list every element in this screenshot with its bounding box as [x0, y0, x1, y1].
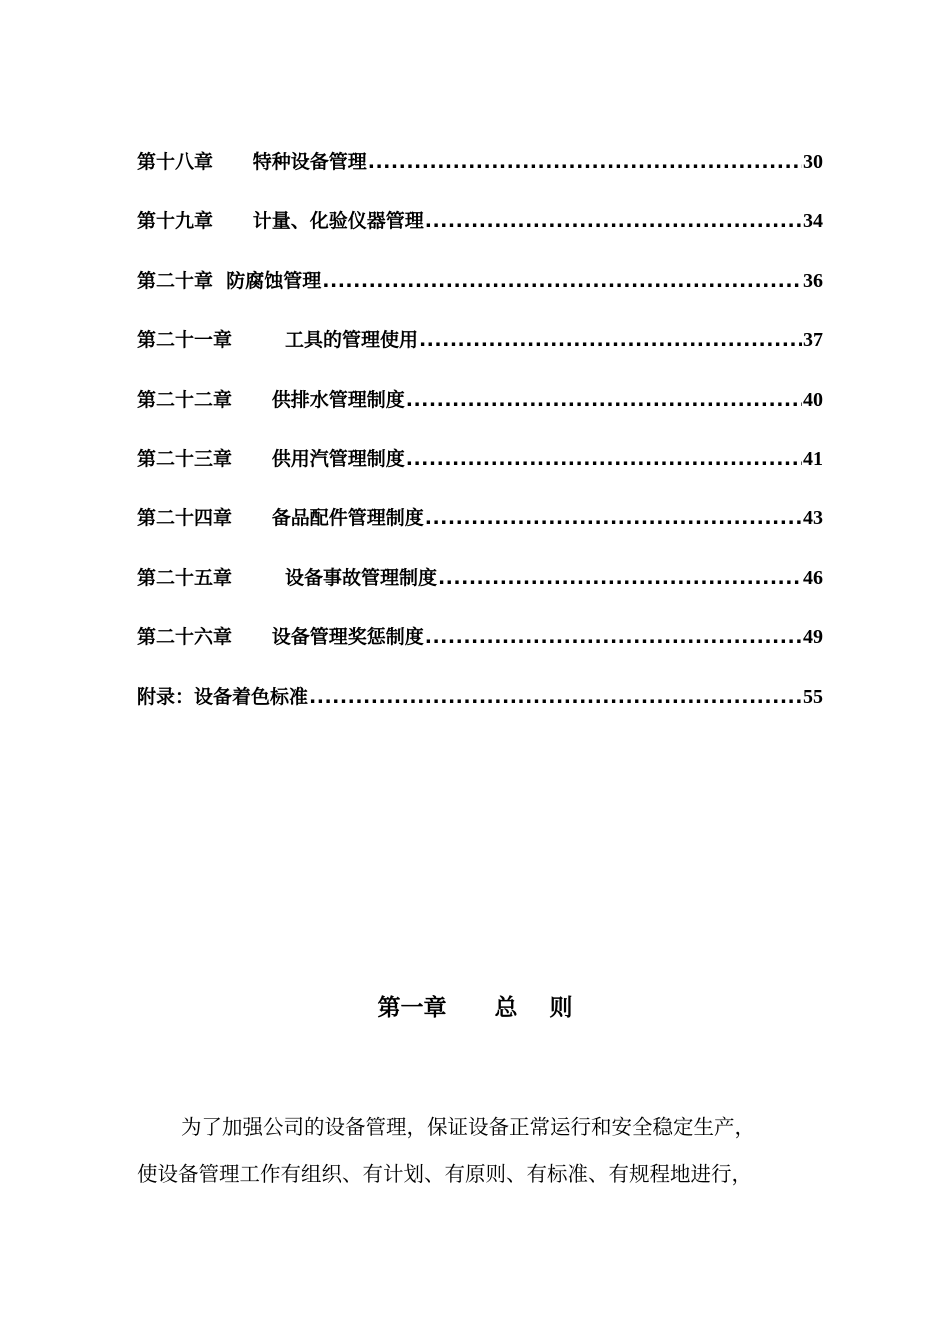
toc-dot-leader: [406, 380, 802, 420]
toc-page-number: 41: [803, 447, 823, 470]
toc-chapter-title: 设备管理奖惩制度: [271, 626, 424, 649]
toc-entry[interactable]: [137, 617, 823, 676]
toc-entry[interactable]: [137, 439, 823, 498]
toc-page-number: 43: [803, 507, 823, 530]
toc-chapter-number: 第二十六章: [137, 626, 233, 649]
toc-chapter-number: 第十九章: [137, 210, 214, 233]
toc-gap: [232, 617, 272, 657]
toc-chapter-title: 防腐蚀管理: [226, 269, 322, 292]
toc-entry[interactable]: [137, 320, 823, 379]
toc-dot-leader: [419, 320, 802, 360]
table-of-contents: [137, 142, 823, 736]
toc-chapter-title: 设备事故管理制度: [284, 566, 437, 589]
toc-entry[interactable]: [137, 677, 823, 736]
body-line: 使设备管理工作有组织、有计划、有原则、有标准、有规程地进行，: [137, 1162, 752, 1186]
toc-gap: [232, 439, 272, 479]
toc-gap: [213, 261, 226, 301]
toc-chapter-number: 第二十五章: [137, 566, 233, 589]
toc-chapter-title: 设备着色标准: [194, 685, 309, 708]
toc-dot-leader: [368, 142, 802, 182]
toc-dot-leader: [438, 558, 802, 598]
toc-dot-leader: [406, 439, 802, 479]
toc-entry[interactable]: [137, 380, 823, 439]
toc-page-number: 49: [803, 626, 823, 649]
toc-gap: [232, 558, 285, 598]
body-line: 为了加强公司的设备管理，保证设备正常运行和安全稳定生产，: [181, 1115, 755, 1139]
toc-page-number: 37: [803, 329, 823, 352]
body-paragraph: [137, 1104, 823, 1198]
toc-chapter-number: 第二十四章: [137, 507, 233, 530]
toc-dot-leader: [322, 261, 802, 301]
toc-chapter-title: 供用汽管理制度: [271, 447, 405, 470]
toc-chapter-title: 备品配件管理制度: [271, 507, 424, 530]
toc-entry[interactable]: [137, 201, 823, 260]
toc-gap: [232, 380, 272, 420]
chapter-heading: 第一章 总 则: [377, 995, 573, 1021]
toc-chapter-title: 特种设备管理: [252, 151, 367, 173]
toc-gap: [213, 201, 253, 241]
toc-page-number: 46: [803, 566, 823, 589]
toc-entry[interactable]: [137, 261, 823, 320]
toc-dot-leader: [425, 498, 802, 538]
toc-entry[interactable]: [137, 558, 823, 617]
toc-dot-leader: [425, 617, 802, 657]
toc-page-number: 34: [803, 210, 823, 233]
toc-chapter-number: 第二十一章: [137, 329, 233, 352]
toc-gap: [232, 320, 285, 360]
toc-chapter-number: 第二十三章: [137, 447, 233, 470]
toc-chapter-number: 第十八章: [137, 151, 214, 173]
toc-chapter-title: 计量、化验仪器管理: [252, 210, 424, 233]
toc-chapter-title: 供排水管理制度: [271, 388, 405, 411]
toc-chapter-number: 第二十章: [137, 269, 214, 292]
toc-page-number: 30: [803, 151, 823, 173]
toc-page-number: 40: [803, 388, 823, 411]
toc-gap: [213, 142, 253, 182]
toc-entry[interactable]: [137, 498, 823, 557]
toc-dot-leader: [425, 201, 802, 241]
toc-gap: [232, 498, 272, 538]
toc-page-number: 36: [803, 269, 823, 292]
toc-appendix-label: 附录：: [137, 685, 195, 708]
toc-page-number: 55: [803, 685, 823, 708]
toc-entry[interactable]: [137, 142, 823, 201]
toc-chapter-title: 工具的管理使用: [284, 329, 418, 352]
toc-dot-leader: [309, 677, 802, 717]
toc-chapter-number: 第二十二章: [137, 388, 233, 411]
